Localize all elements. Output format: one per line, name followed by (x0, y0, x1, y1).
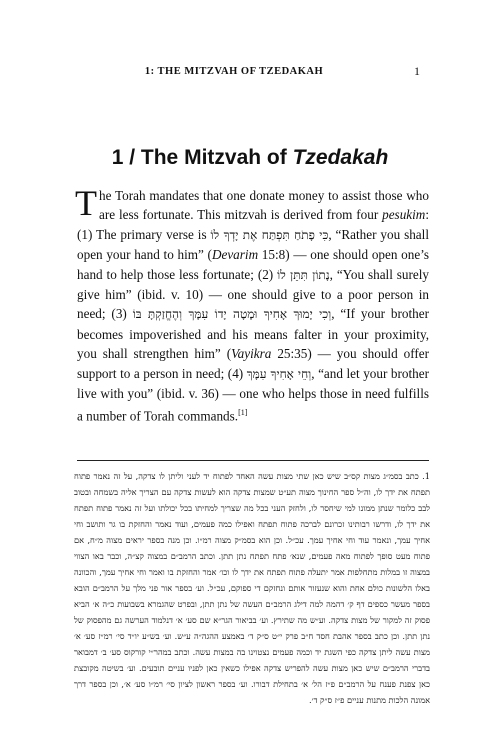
body-text-6: , “If your brother becomes impoverished and his means falter in your proximity, you shall strengthen him” ( (77, 306, 430, 362)
source-devarim: Devarim (211, 247, 259, 263)
hebrew-verse-3: וְכִי יָמוּךְ אָחִיךָ וּמָטָה יָדוֹ עִמָּךְ וְהֶחֱזַקְתָּ בּוֹ (132, 307, 332, 322)
chapter-title-prefix: 1 / The Mitzvah of (111, 146, 293, 169)
footnote-1: 1. כתב בסמ״ג מצות קס״ב שיש כאן שתי מצות עשה האחד לפתוח יד לעני וליתן לו צדקה, על זה נאמר פתוח תפתח את ידך לו, וה״ל ספר החינוך מצוה תע״ט שמצות צדקה הוא לעשות צדקה עם הצריך אליה בשמחה ובטוב לבב כלומר שנתן ממונו למי שיחסר לו, ולחזק העני בכל מה שצריך למחיתו בכל יכולתו ועל זה נאמר פתוח תפתח את ידך לו, ודרשו רבותינו זכרונם לברכה פתוח תפתח ואפילו כמה פעמים, ועוד נאמר והחזקת בו גר ותושב וחי אחיך עמך, ונאמר עוד וחי אחיך עמך. עכ״ל. וכן הוא בסמ״ק מצוה רמ״ו. וכן מנה בספר יראים מצוה מ״ח, אם פתוח מעט סופך לפתוח מאה פעמים, שנא׳ פתח תפתח נתן תתן. וכתב הרמב״ם במצוה קצ״ה, וכבר באו הצווי במצוה זו במלות מתחלפות אמר יתעלה פתוח תפתח את ידך לו וכו׳ אמר והחזקת בו ואמר וחי אחיך עמך, והכוונה באלו הלשונות כולם אחת והוא שנעזור אותם ונחזקם די ספוקם, עכ״ל. וע׳ בספר אור פני מלך על הרמב״ם הובא בספר מעשר כספים דף ק׳ דהמה למה דילג הרמב״ם העשה של נתן תתן, ובפרט שהגמרא בשבועות כ״ה א׳ הביא פסוק זה למקור של מצות צדקה. וע״ש מה שתירץ. וע׳ בביאור הגר״א שם סע׳ א׳ דנלמוד הערשה גם מהפסוק של נתן תתן. וכן כתב בספר אהבת חסד ח״ב פרק י״ט ס״ק ד׳ באמצע ההגה״ה ע״ש. וע׳ בש״ע יו״ד סי׳ רמ״ז סע׳ א׳ מצות עשה ליתן צדקה כפי השגת יד וכמה פעמים נצטוינו בה במצות עשה. וכתב במהר״י קורקוס סע׳ ב׳ דמבואר בדברי הרמב״ם שיש כאן מצות עשה להפריש צדקה אפילו כשאין כאן לפניו עניים תובעים. וע׳ בשיטה מקובצת כאן צפנת פענח על הרמב״ם פ״ז הל׳ א׳ בתחילת דבורו. וע׳ בספר ראשון לציון סי׳ רמ״ו סע׳ א׳, וכן בספר דרך אמונה הלכות מתנות עניים פ״ז ס״ק ד׳. (74, 471, 430, 705)
body-text-4: 15:8) — one should open one’s hand to help those less fortunate; (2) (77, 247, 429, 282)
body-paragraph (75, 183, 430, 426)
running-head: 1: THE MITZVAH OF TZEDAKAH (144, 66, 324, 77)
page-number: 1 (414, 64, 420, 78)
footnote-divider (77, 460, 429, 461)
footnote-reference[interactable]: [1] (238, 408, 248, 418)
body-text-3: , “Rather you shall open your hand to him” ( (77, 226, 429, 263)
drop-cap: T (75, 183, 97, 223)
chapter-title (40, 146, 460, 170)
body-text-2: : (1) The primary verse is (77, 207, 429, 242)
body-text-7: 25:35) — you should offer support to a person in need; (4) (77, 346, 429, 381)
body-text-8: , “and let your brother live with you” (ibid. v. 36) — one who helps those in need fulfills a number of Torah commands. (77, 365, 429, 424)
source-vayikra: Vayikra (231, 346, 272, 362)
hebrew-verse-4: וְחֵי אָחִיךָ עִמָּךְ (246, 366, 312, 381)
body-text-1: he Torah mandates that one donate money to assist those who are less fortunate. This mitzvah is derived from four (99, 188, 429, 223)
hebrew-verse-1: כִּי פָתֹחַ תִּפְתַּח אֶת יָדְךָ לוֹ (210, 227, 329, 242)
chapter-title-italic: Tzedakah (292, 146, 389, 169)
hebrew-verse-2: נָתוֹן תִּתֵּן לוֹ (277, 267, 330, 282)
term-pesukim: pesukim (382, 207, 426, 223)
body-text-5: , “You shall surely give him” (ibid. v. 10) — one should give to a poor person in need; (3) (77, 266, 429, 322)
